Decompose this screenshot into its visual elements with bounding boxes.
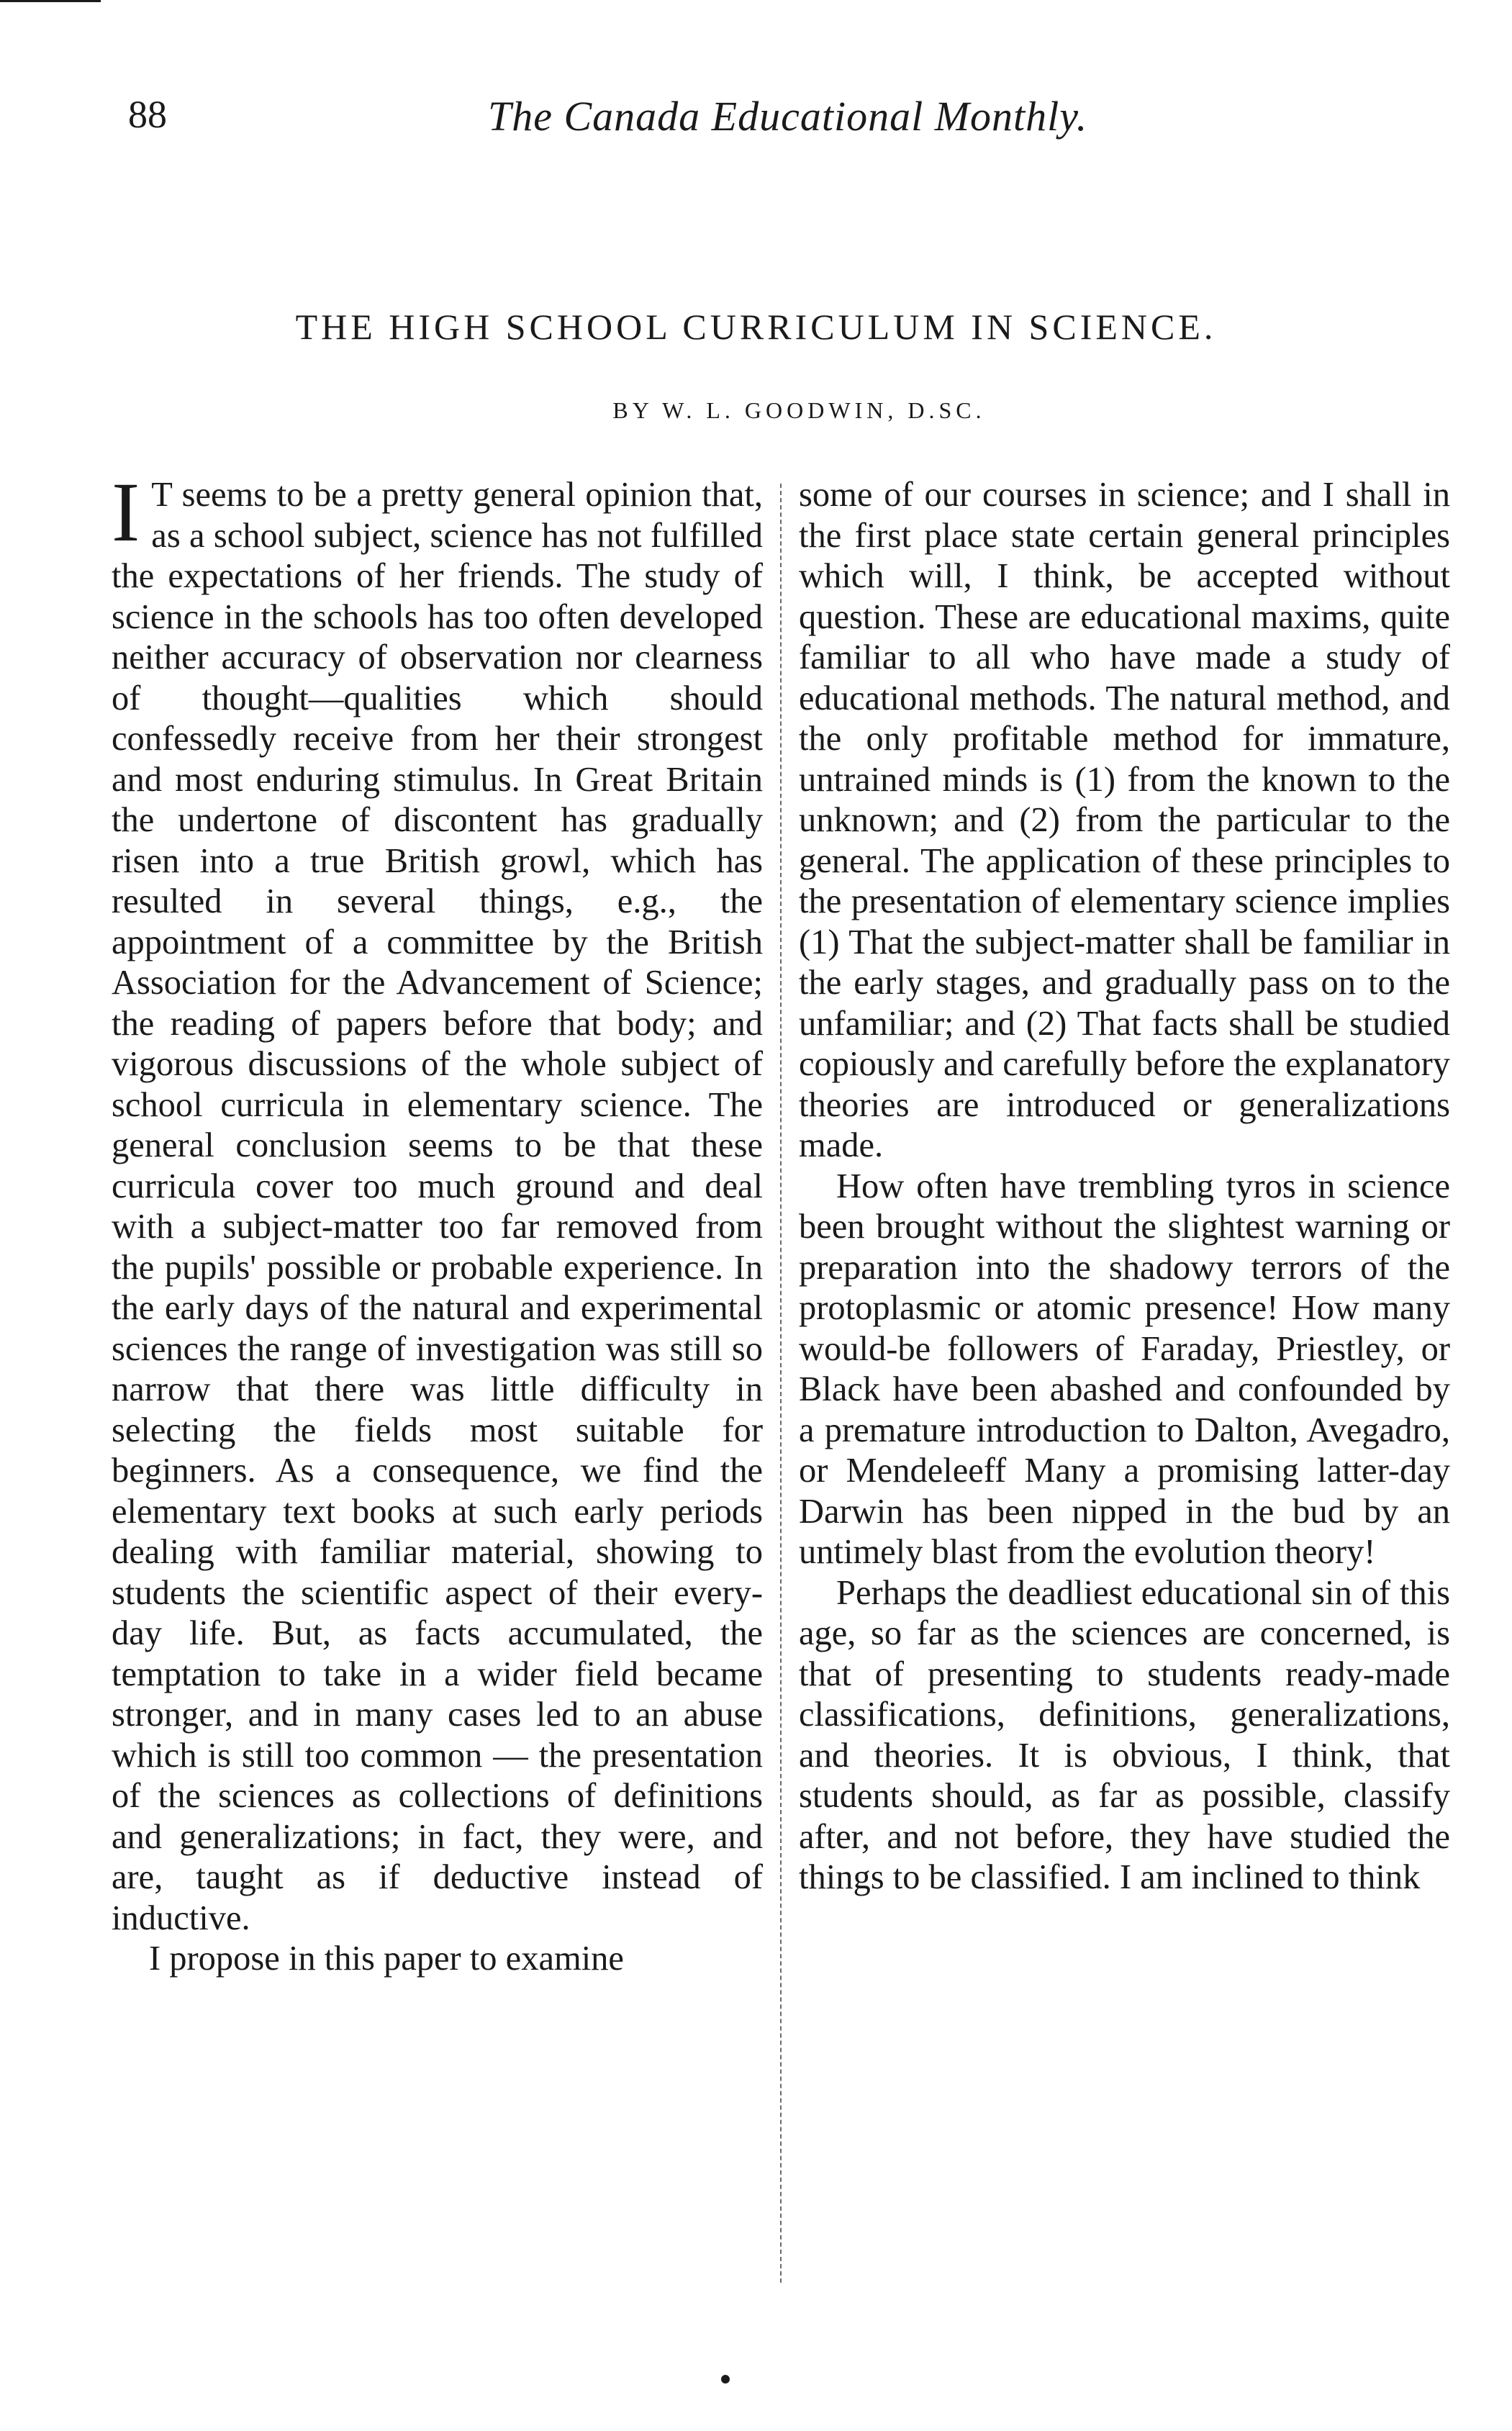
article-byline: BY W. L. GOODWIN, D.SC. [612, 397, 986, 423]
paragraph: some of our courses in science; and I shall in the first place state certain general principles which will, I think, be accepted without question. These are educational maxims, quite familiar to all who have made a study of educational methods. The natural method, and the only profitable method for immature, untrained minds is (1) from the known to the unknown; and (2) from the particular to the general. The application of these principles to the presentation of elementary science implies (1) That the subject-matter shall be familiar in the early stages, and gradually pass on to the unfamiliar; and (2) That facts shall be studied copiously and carefully before the explanatory theories are introduced or generalizations made. [799, 476, 1450, 1164]
paragraph [112, 465, 763, 1939]
article-title: THE HIGH SCHOOL CURRICULUM IN SCIENCE. [295, 307, 1217, 347]
footer-mark [721, 2375, 730, 2384]
drop-cap: I [112, 465, 140, 559]
paragraph: I propose in this paper to examine [149, 1939, 624, 1978]
running-header [128, 92, 1423, 150]
column-divider [780, 484, 782, 2283]
journal-title: The Canada Educational Monthly. [488, 93, 1088, 140]
page-number: 88 [128, 93, 167, 136]
paragraph-text: T seems to be a pretty general opinion that, as a school subject, science has not fulfilled the expectations of her friends. The study of science in the schools has too often developed neither accuracy of observation nor clearness of thought—qualities which should confessedly receive from her their strongest and most enduring stimulus. In Great Britain the undertone of discontent has gradually risen into a true British growl, which has resulted in several things, e.g., the appointment of a committee by the British Association for the Advancement of Science; the reading of papers before that body; and vigorous discussions of the whole subject of school curricula in elementary science. The general conclusion seems to be that these curricula cover too much ground and deal with a subject-matter too far removed from the pupils' possible or probable experience. In the early days of the natural and experimental sciences the range of investigation was still so narrow that there was little difficulty in selecting the fields most suitable for beginners. As a consequence, we find the elementary text books at such early periods dealing with familiar material, showing to students the scientific aspect of their every-day life. But, as facts accumulated, the temptation to take in a wider field became stronger, and in many cases led to an abuse which is still too common — the presentation of the sciences as collections of definitions and generalizations; in fact, they were, and are, taught as if deductive instead of inductive. [112, 476, 763, 1937]
left-column [112, 465, 763, 1980]
top-rule [0, 0, 101, 2]
right-column [799, 475, 1450, 1898]
paragraph: How often have trembling tyros in science been brought without the slightest warning or preparation into the shadowy terrors of the protoplasmic or atomic presence! How many would-be followers of Faraday, Priestley, or Black have been abashed and confounded by a premature introduction to Dalton, Avegadro, or Mendeleeff Many a promising latter-day Darwin has been nipped in the bud by an untimely blast from the evolution theory! [799, 1167, 1450, 1571]
paragraph: Perhaps the deadliest educational sin of this age, so far as the sciences are concerned, is that of presenting to students ready-made classifications, definitions, generalizations, and theories. It is obvious, I think, that students should, as far as possible, classify after, and not before, they have studied the things to be classified. I am inclined to think [799, 1573, 1450, 1896]
